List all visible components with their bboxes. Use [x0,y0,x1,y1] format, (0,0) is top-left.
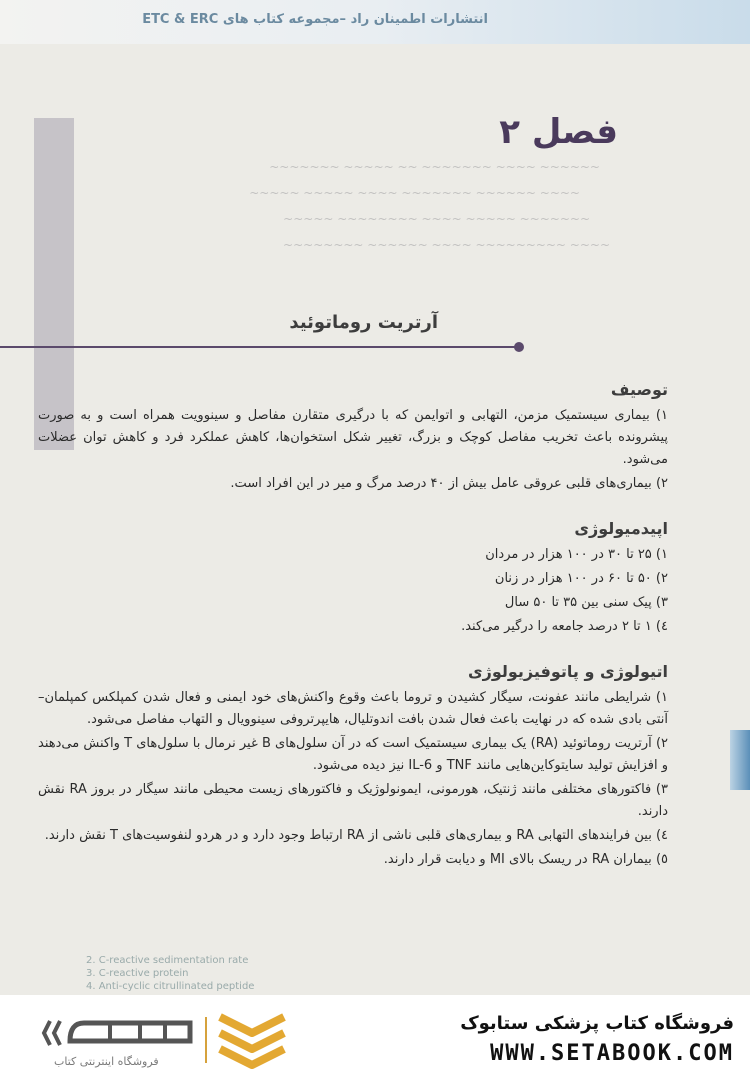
list-item: ۱) شرایطی مانند عفونت، سیگار کشیدن و تروما باعث وقوع واکنش‌های خود ایمنی و فعال شدن کمپلکس کمپلمان–آنتی بادی شده که در نهایت باعث فعال شدن بافت اندوتلیال، هایپرتروفی سینوویال و التهاب مفاصل می‌شود. [38,690,668,727]
list-item: ۱) ۲۵ تا ۳۰ در ۱۰۰ هزار در مردان [485,547,668,562]
bleed-footnote: 4. Anti-cyclic citrullinated peptide [86,981,255,992]
setabook-wordmark-icon [40,1013,200,1053]
list-item: ۲) بیماری‌های قلبی عروقی عامل بیش از ۴۰ درصد مرگ و میر در این افراد است. [230,476,668,491]
list-item: ٥) بیماران RA در ریسک بالای MI و دیابت قرار دارند. [383,852,668,867]
store-name: فروشگاه کتاب پزشکی ستابوک [460,1013,734,1034]
list-item: ۲) آرتریت روماتوئید (RA) یک بیماری سیستمیک است که در آن سلول‌های B غیر نرمال با سلول‌های T واکنش می‌دهند و افزایش تولید سایتوکاین‌هایی مانند TNF و IL-6 نیز دیده می‌شود. [38,736,668,773]
subsection-etiology [38,662,668,871]
subsection-description [38,380,668,495]
header-title: انتشارات اطمینان راد –مجموعه کتاب های ETC & ERC [142,12,488,27]
right-edge-tab [730,730,750,790]
store-url[interactable]: WWW.SETABOOK.COM [490,1041,734,1066]
list-item: ٤) بین فرایندهای التهابی RA و بیماری‌های قلبی ناشی از RA ارتباط وجود دارد و در هردو لنفوسیت‌های T نقش دارند. [44,828,668,843]
list-item: ۱) بیماری سیستمیک مزمن، التهابی و اتوایمن که با درگیری متقارن مفاصل و سینوویت همراه است و به صورت پیشرونده باعث تخریب مفاصل کوچک و بزرگ، تغییر شکل استخوان‌ها، کاهش عملکرد فرد و کاهش توان عضلات می‌شود. [38,408,668,467]
page-content [38,372,668,873]
bleed-footnote: 2. C-reactive sedimentation rate [86,955,249,966]
bleed-through-text: ~~~~ ~~~~~~ ~~~~~~~ ~~~~ ~~~~~ ~~~~~ [249,186,580,200]
logo-tagline: فروشگاه اینترنتی کتاب [54,1055,159,1068]
section-title: آرتریت روماتوئید [289,312,438,333]
bleed-through-text: ~~~~ ~~~~~~~~~ ~~~~ ~~~~~~ ~~~~~~~~ [283,238,610,252]
section-rule [0,346,520,348]
list-item: ۲) ۵۰ تا ۶۰ در ۱۰۰ هزار در زنان [494,571,668,586]
store-footer [0,995,750,1080]
logo-separator [205,1017,207,1063]
bleed-footnote: 3. C-reactive protein [86,968,189,979]
chapter-title: فصل ۲ [499,112,618,152]
list-item: ٤) ۱ تا ۲ درصد جامعه را درگیر می‌کند. [461,619,668,634]
subsection-epidemiology [38,519,668,638]
subsection-heading: اپیدمیولوژی [574,519,668,538]
section-rule-dot [514,342,524,352]
bleed-through-text: ~~~~~~~ ~~~~~ ~~~~ ~~~~~~~~ ~~~~~ [283,212,590,226]
list-item: ۳) فاکتورهای مختلفی مانند ژنتیک، هورمونی، ایمونولوژیک و فاکتورهای زیست محیطی مانند سیگار در بروز RA نقش دارند. [38,782,668,819]
subsection-heading: توصیف [610,380,668,399]
page-header [0,0,750,44]
list-item: ۳) پیک سنی بین ۳۵ تا ۵۰ سال [504,595,668,610]
subsection-heading: اتیولوژی و پاتوفیزیولوژی [467,662,668,681]
logo-chevrons-icon [216,1011,288,1069]
bleed-through-text: ~~~~~~ ~~~~ ~~~~~~~ ~~ ~~~~~ ~~~~~~~ [269,160,600,174]
